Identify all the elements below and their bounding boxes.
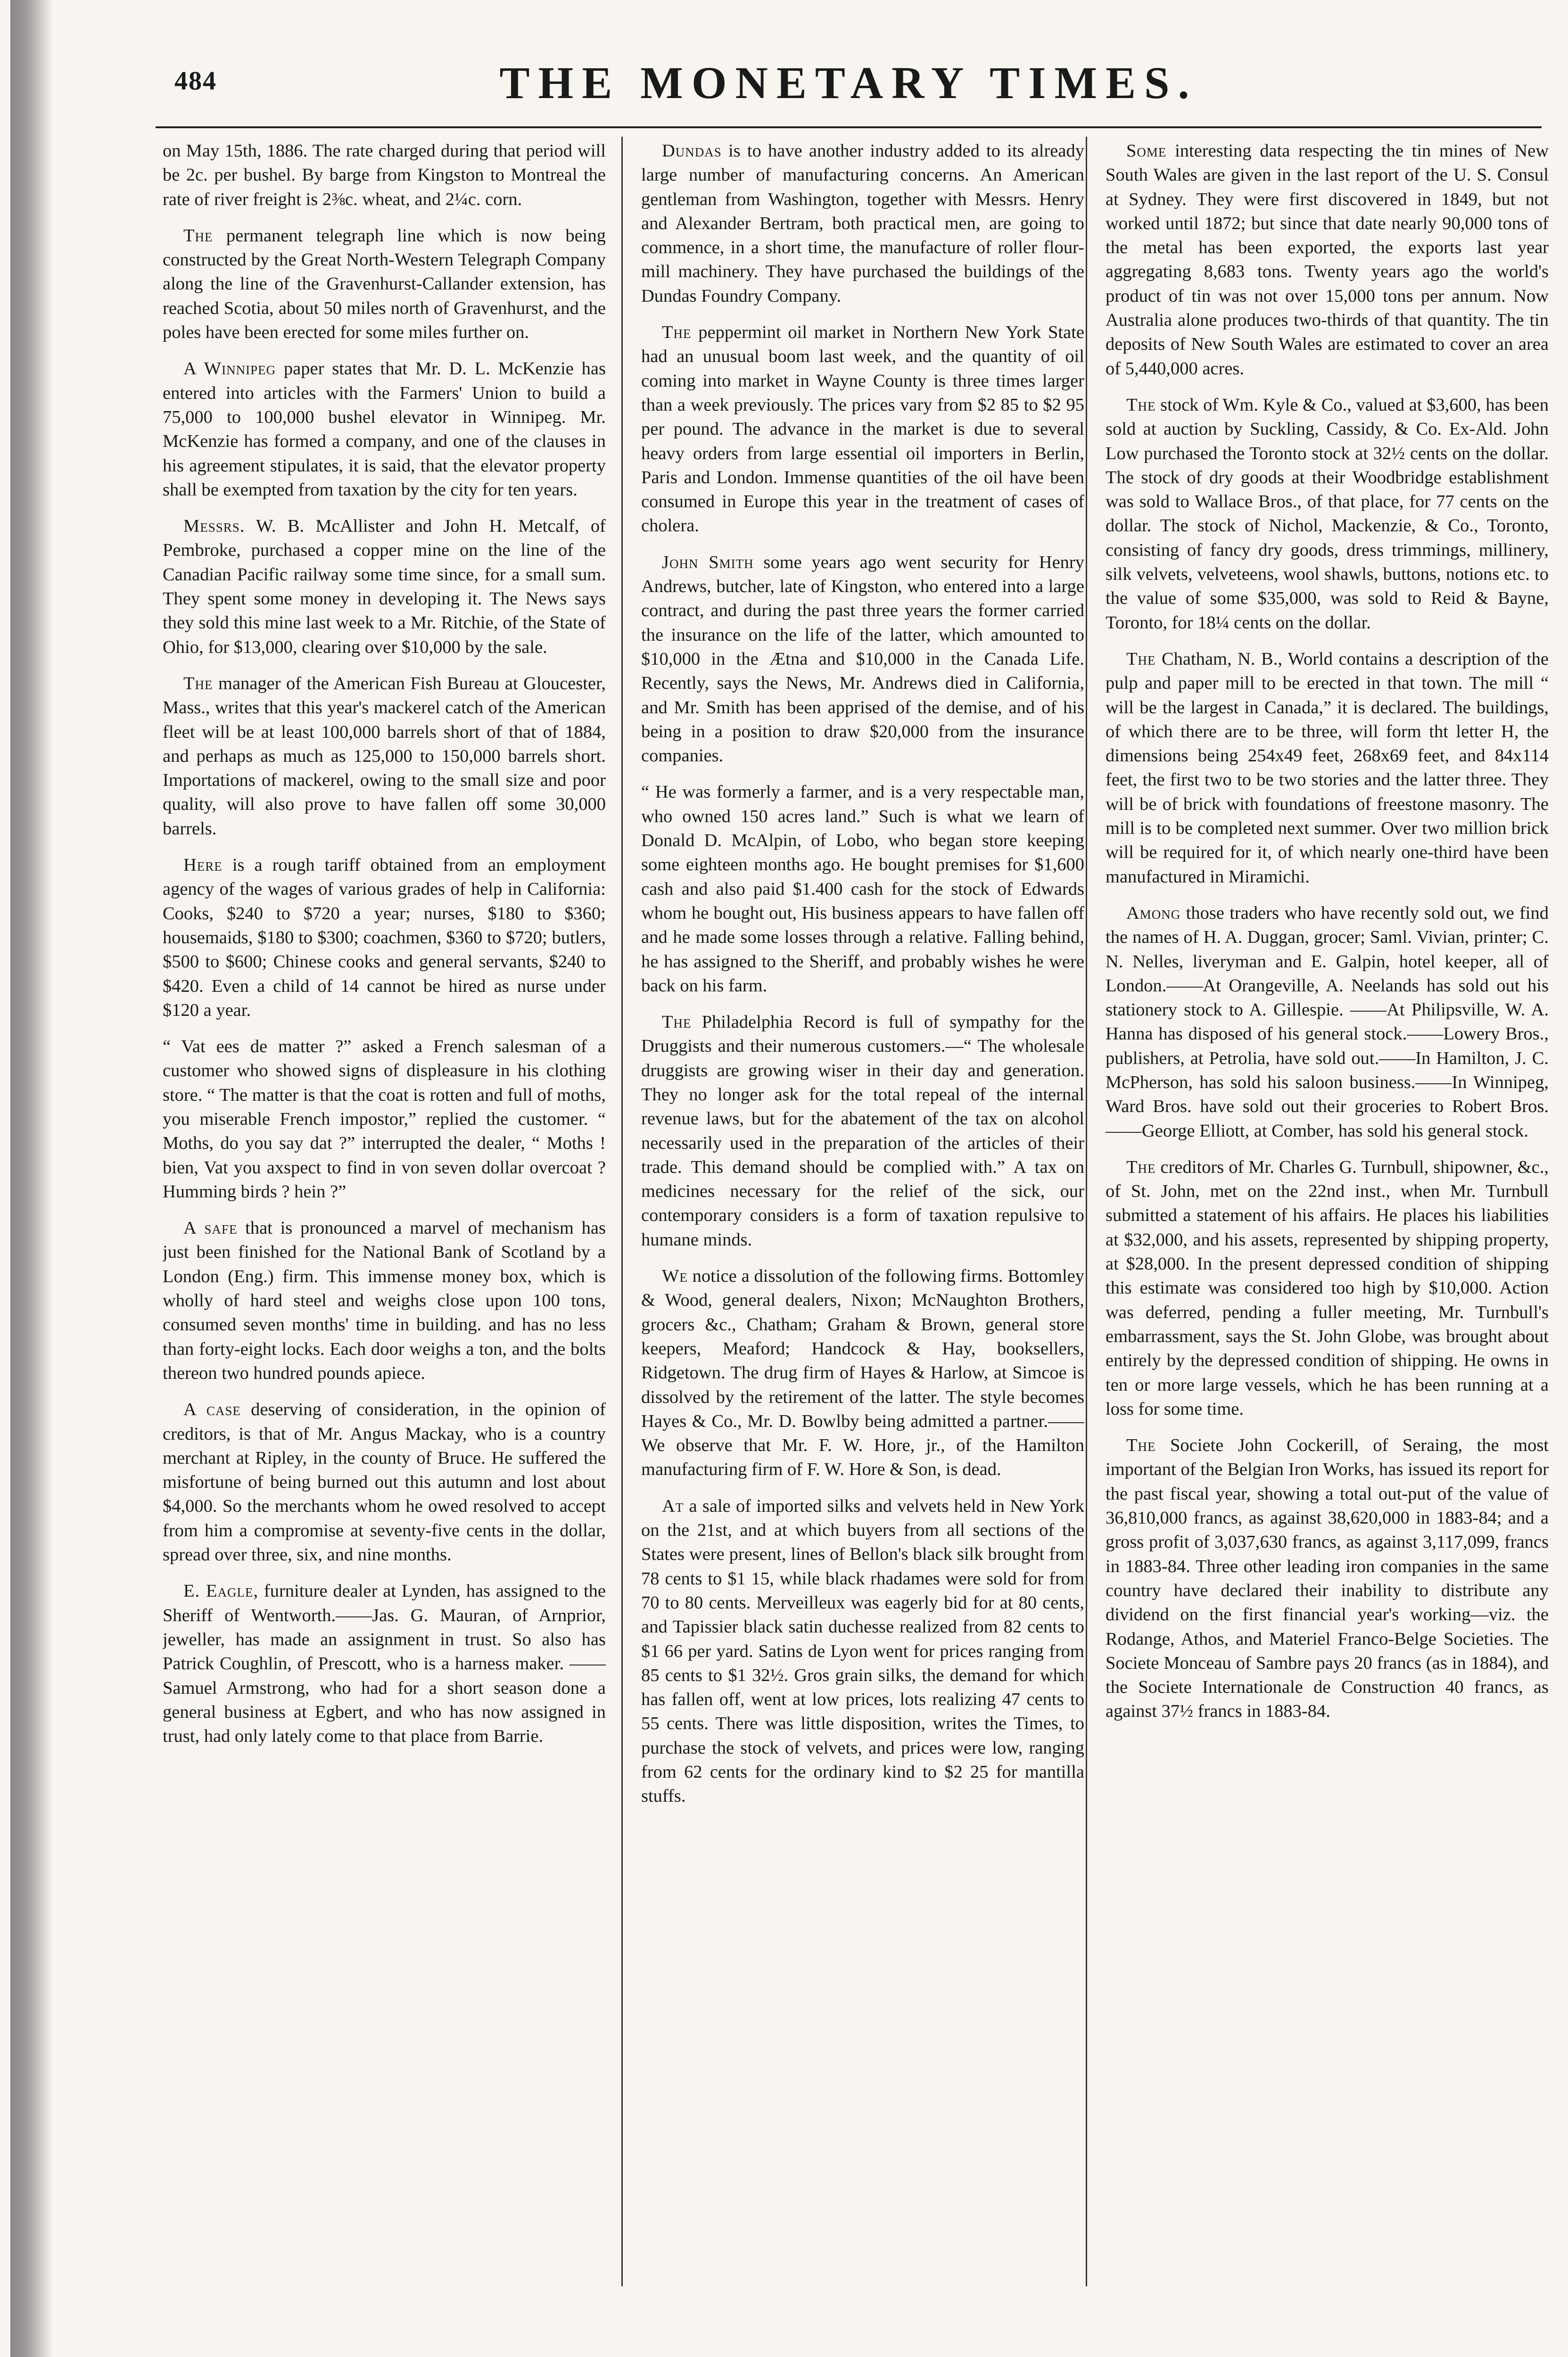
article-text: furniture dealer at Lynden, has assigned to the Sheriff of Wentworth.——Jas. G. Mauran, of Arnprior, jeweller, has made an assignment in trust. So also has Patrick Coughlin, of Prescott, who is a harness maker. ——Samuel Armstrong, who had for a short season done a general business at Egbert, and who has now assigned in trust, had only lately come to that place from Barrie. (163, 1581, 606, 1747)
page-number: 484 (174, 66, 217, 96)
article-text: that is pronounced a marvel of mechanism has just been finished for the National Bank of Scotland by a London (Eng.) firm. This immense money box, which is wholly of hard steel and weighs close upon 100 tons, consumed seven months' time in building. and has no less than forty-eight locks. Each door weighs a ton, and the bolts thereon two hundred pounds apiece. (163, 1218, 606, 1383)
article-paragraph (1106, 1434, 1549, 1724)
article-paragraph (641, 1494, 1084, 1809)
page-header (156, 57, 1542, 113)
article-paragraph (163, 1579, 606, 1748)
article-lead-word: We (662, 1266, 688, 1286)
article-lead-word: Messrs. (183, 516, 245, 536)
article-text: paper states that Mr. D. L. McKenzie has entered into articles with the Farmers' Union to build a 75,000 to 100,000 bushel elevator in Winnipeg. Mr. McKenzie has formed a company, and one of the clauses in his agreement stipulates, it is said, that the elevator property shall be exempted from taxation by the city for ten years. (163, 359, 606, 500)
article-text: a sale of imported silks and velvets held in New York on the 21st, and at which buyers from all sections of the States were present, lines of Bellon's black silk brought from 78 cents to $1 15, while black rhadames were sold for from 70 to 80 cents. Merveilleux was eagerly bid for at 80 cents, and Tapissier black satin duchesse realized from 82 cents to $1 66 per yard. Satins de Lyon went for prices ranging from 85 cents to $1 32½. Gros grain silks, the demand for which has fallen off, went at low prices, lots realizing 47 cents to 55 cents. There was little disposition, writes the Times, to purchase the stock of velvets, and prices were low, ranging from 62 cents for the ordinary kind to $2 25 for mantilla stuffs. (641, 1496, 1084, 1806)
article-paragraph (163, 672, 606, 841)
article-lead-word: The (1126, 1435, 1156, 1456)
article-lead-word: Here (183, 855, 223, 875)
article-paragraph (163, 1398, 606, 1567)
article-text: is a rough tariff obtained from an employment agency of the wages of various grades of help in California: Cooks, $240 to $720 a year; nurses, $180 to $360; housemaids, $180 to $300; coachmen, $360 to $720; butlers, $500 to $600; Chinese cooks and general servants, $240 to $420. Even a child of 14 cannot be hired as nurse under $120 a year. (163, 855, 606, 1020)
article-paragraph (163, 139, 606, 212)
column-2 (641, 139, 1084, 2284)
article-paragraph (163, 357, 606, 502)
article-paragraph (641, 1010, 1084, 1252)
article-paragraph (1106, 1155, 1549, 1421)
column-divider (621, 137, 623, 2286)
article-paragraph (1106, 647, 1549, 889)
column-1 (163, 139, 606, 2284)
article-paragraph (641, 1264, 1084, 1482)
article-lead-word: A case (183, 1400, 241, 1420)
article-lead-word: E. Eagle, (183, 1581, 259, 1601)
article-lead-word: A Winnipeg (183, 359, 276, 379)
article-lead-word: The (1126, 1157, 1156, 1177)
article-lead-word: The (1126, 649, 1156, 669)
article-paragraph (641, 780, 1084, 998)
article-text: notice a dissolution of the following firms. Bottomley & Wood, general dealers, Nixon; McNaughton Brothers, grocers &c., Chatham; Graham & Brown, general store keepers, Meaford; Handcock & Hay, booksellers, Ridgetown. The drug firm of Hayes & Harlow, at Simcoe is dissolved by the retirement of the latter. The style becomes Hayes & Co., Mr. D. Bowlby being admitted a partner.——We observe that Mr. F. W. Hore, jr., of the Hamilton manufacturing firm of F. W. Hore & Son, is dead. (641, 1266, 1084, 1480)
article-text: on May 15th, 1886. The rate charged during that period will be 2c. per bushel. By barge from Kingston to Montreal the rate of river freight is 2⅜c. wheat, and 2¼c. corn. (163, 141, 606, 209)
article-text: “ Vat ees de matter ?” asked a French salesman of a customer who showed signs of displeasure in his clothing store. “ The matter is that the coat is rotten and full of moths, you miserable French impostor,” replied the customer. “ Moths, do you say dat ?” interrupted the dealer, “ Moths ! bien, Vat you axspect to find in von seven dollar overcoat ? Humming birds ? hein ?” (163, 1037, 606, 1202)
article-lead-word: The (183, 225, 213, 246)
article-text: Chatham, N. B., World contains a description of the pulp and paper mill to be erected in that town. The mill “ will be the largest in Canada,” it is declared. The buildings, of which there are to be three, will form tht letter H, the dimensions being 254x49 feet, 268x69 feet, and 84x114 feet, the first two to be two stories and the latter three. They will be of brick with foundations of freestone masonry. The mill is to be completed next summer. Over two million brick will be required for it, of which nearly one-third have been manufactured in Miramichi. (1106, 649, 1549, 887)
article-text: is to have another industry added to its already large number of manufacturing concerns. An American gentleman from Washington, together with Messrs. Henry and Alexander Bertram, both practical men, are going to commence, in a short time, the manufacture of roller flour-mill machinery. They have purchased the buildings of the Dundas Foundry Company. (641, 141, 1084, 306)
article-text: deserving of consideration, in the opinion of creditors, is that of Mr. Angus Mackay, who is a country merchant at Ripley, in the county of Bruce. He suffered the misfortune of being burned out this autumn and lost about $4,000. So the merchants whom he owed resolved to accept from him a compromise at seventy-five cents in the dollar, spread over three, six, and nine months. (163, 1400, 606, 1565)
article-lead-word: A safe (183, 1218, 238, 1238)
article-text: Philadelphia Record is full of sympathy for the Druggists and their numerous customers.—“ The wholesale druggists are growing wiser in their day and generation. They no longer ask for the total repeal of the internal revenue laws, but for the abatement of the tax on alcohol necessarily used in the preparation of the articles of their trade. This demand should be complied with.” A tax on medicines necessary for the relief of the sick, our contemporary considers is a form of taxation repulsive to humane minds. (641, 1012, 1084, 1250)
binding-shadow (10, 0, 53, 2357)
article-lead-word: The (662, 322, 692, 343)
article-paragraph (641, 321, 1084, 538)
article-paragraph (163, 1216, 606, 1385)
article-paragraph (1106, 393, 1549, 635)
article-paragraph (1106, 139, 1549, 381)
article-lead-word: Among (1126, 903, 1181, 923)
article-lead-word: The (662, 1012, 692, 1032)
article-text: those traders who have recently sold out, we find the names of H. A. Duggan, grocer; Saml. Vivian, printer; C. N. Nelles, liveryman and E. Galpin, hotel keeper, all of London.——At Orangeville, A. Neelands has sold out his stationery stock to A. Gillespie. ——At Philipsville, W. A. Hanna has disposed of his general stock.——Lowery Bros., publishers, at Petrolia, have sold out.——In Hamilton, J. C. McPherson, has sold his saloon business.——In Winnipeg, Ward Bros. have sold out their groceries to Robert Bros.——George Elliott, at Comber, has sold his general stock. (1106, 903, 1549, 1141)
column-divider (1086, 137, 1087, 2286)
article-text: interesting data respecting the tin mines of New South Wales are given in the last report of the U. S. Consul at Sydney. They were first discovered in 1849, but not worked until 1872; but since that date nearly 90,000 tons of the metal has been exported, the exports last year aggregating 8,683 tons. Twenty years ago the world's product of tin was not over 15,000 tons per annum. Now Australia alone produces two-thirds of that quantity. The tin deposits of New South Wales are estimated to cover an area of 5,440,000 acres. (1106, 141, 1549, 379)
masthead-title: THE MONETARY TIMES. (499, 58, 1198, 108)
article-text: permanent telegraph line which is now being constructed by the Great North-Western Telegraph Company along the line of the Gravenhurst-Callander extension, has reached Scotia, about 50 miles north of Gravenhurst, and the poles have been erected for some miles further on. (163, 225, 606, 343)
article-paragraph (641, 551, 1084, 768)
article-paragraph (1106, 901, 1549, 1143)
article-text: some years ago went security for Henry Andrews, butcher, late of Kingston, who entered into a large contract, and during the past three years the former carried the insurance on the life of the latter, which amounted to $10,000 in the Ætna and $10,000 in the Canada Life. Recently, says the News, Mr. Andrews died in California, and Mr. Smith has been apprised of the demise, and of his being in a position to draw $20,000 from the insurance companies. (641, 552, 1084, 766)
article-paragraph (163, 224, 606, 345)
column-3 (1106, 139, 1549, 2284)
article-lead-word: The (1126, 395, 1156, 415)
article-lead-word: At (662, 1496, 684, 1516)
article-text: “ He was formerly a farmer, and is a very respectable man, who owned 150 acres land.” Such is what we learn of Donald D. McAlpin, of Lobo, who began store keeping some eighteen months ago. He bought premises for $1,600 cash and also paid $1.400 cash for the stock of Edwards whom he bought out, His business appears to have fallen off and he made some losses through a relative. Falling behind, he has assigned to the Sheriff, and probably wishes he were back on his farm. (641, 782, 1084, 996)
article-lead-word: Some (1126, 141, 1167, 161)
article-text: peppermint oil market in Northern New York State had an unusual boom last week, and the quantity of oil coming into market in Wayne County is three times larger than a week previously. The prices vary from $2 85 to $2 95 per pound. The advance in the market is due to several heavy orders from large essential oil importers in Berlin, Paris and London. Immense quantities of the oil have been consumed in Europe this year in the treatment of cases of cholera. (641, 322, 1084, 536)
article-text: stock of Wm. Kyle & Co., valued at $3,600, has been sold at auction by Suckling, Cassidy, & Co. Ex-Ald. John Low purchased the Toronto stock at 32½ cents on the dollar. The stock of dry goods at their Woodbridge establishment was sold to Wallace Bros., of that place, for 77 cents on the dollar. The stock of Nichol, Mackenzie, & Co., Toronto, consisting of fancy dry goods, dress trimmings, millinery, silk velvets, velveteens, wool shawls, buttons, notions etc. to the value of some $35,000, was sold to Reid & Bayne, Toronto, for 18¼ cents on the dollar. (1106, 395, 1549, 633)
article-text: manager of the American Fish Bureau at Gloucester, Mass., writes that this year's mackerel catch of the American fleet will be at least 100,000 barrels short of that of 1884, and perhaps as much as 125,000 to 150,000 barrels short. Importations of mackerel, owing to the small size and poor quality, will also prove to have fallen off some 30,000 barrels. (163, 673, 606, 839)
article-lead-word: The (183, 673, 213, 693)
article-text: creditors of Mr. Charles G. Turnbull, shipowner, &c., of St. John, met on the 22nd inst., when Mr. Turnbull submitted a statement of his affairs. He places his liabilities at $32,000, and his assets, represented by shipping property, at $28,000. In the present depressed condition of shipping this estimate was considered too high by $10,000. Action was deferred, pending a fuller meeting, Mr. Turnbull's embarrassment, says the St. John Globe, was brought about entirely by the depressed condition of shipping. He owns in ten or more large vessels, which he has been running at a loss for some time. (1106, 1157, 1549, 1419)
article-lead-word: John Smith (662, 552, 754, 572)
header-rule (156, 126, 1542, 128)
article-text: Societe John Cockerill, of Seraing, the most important of the Belgian Iron Works, has issued its report for the past fiscal year, showing a total out-put of the value of 36,810,000 francs, as against 38,620,000 in 1883-84; and a gross profit of 3,037,630 francs, as against 3,117,099, francs in 1883-84. Three other leading iron companies in the same country have declared their inability to distribute any dividend on the first financial year's working—viz. the Rodange, Athos, and Materiel Franco-Belge Societies. The Societe Monceau of Sambre pays 20 francs (as in 1884), and the Societe Internationale de Construction 40 francs, as against 37½ francs in 1883-84. (1106, 1435, 1549, 1722)
article-lead-word: Dundas (662, 141, 722, 161)
article-paragraph (163, 1035, 606, 1204)
article-paragraph (163, 853, 606, 1022)
article-text: W. B. McAllister and John H. Metcalf, of Pembroke, purchased a copper mine on the line of the Canadian Pacific railway some time since, for a small sum. They spent some money in developing it. The News says they sold this mine last week to a Mr. Ritchie, of the State of Ohio, for $13,000, clearing over $10,000 by the sale. (163, 516, 606, 657)
article-paragraph (163, 514, 606, 659)
article-paragraph (641, 139, 1084, 308)
